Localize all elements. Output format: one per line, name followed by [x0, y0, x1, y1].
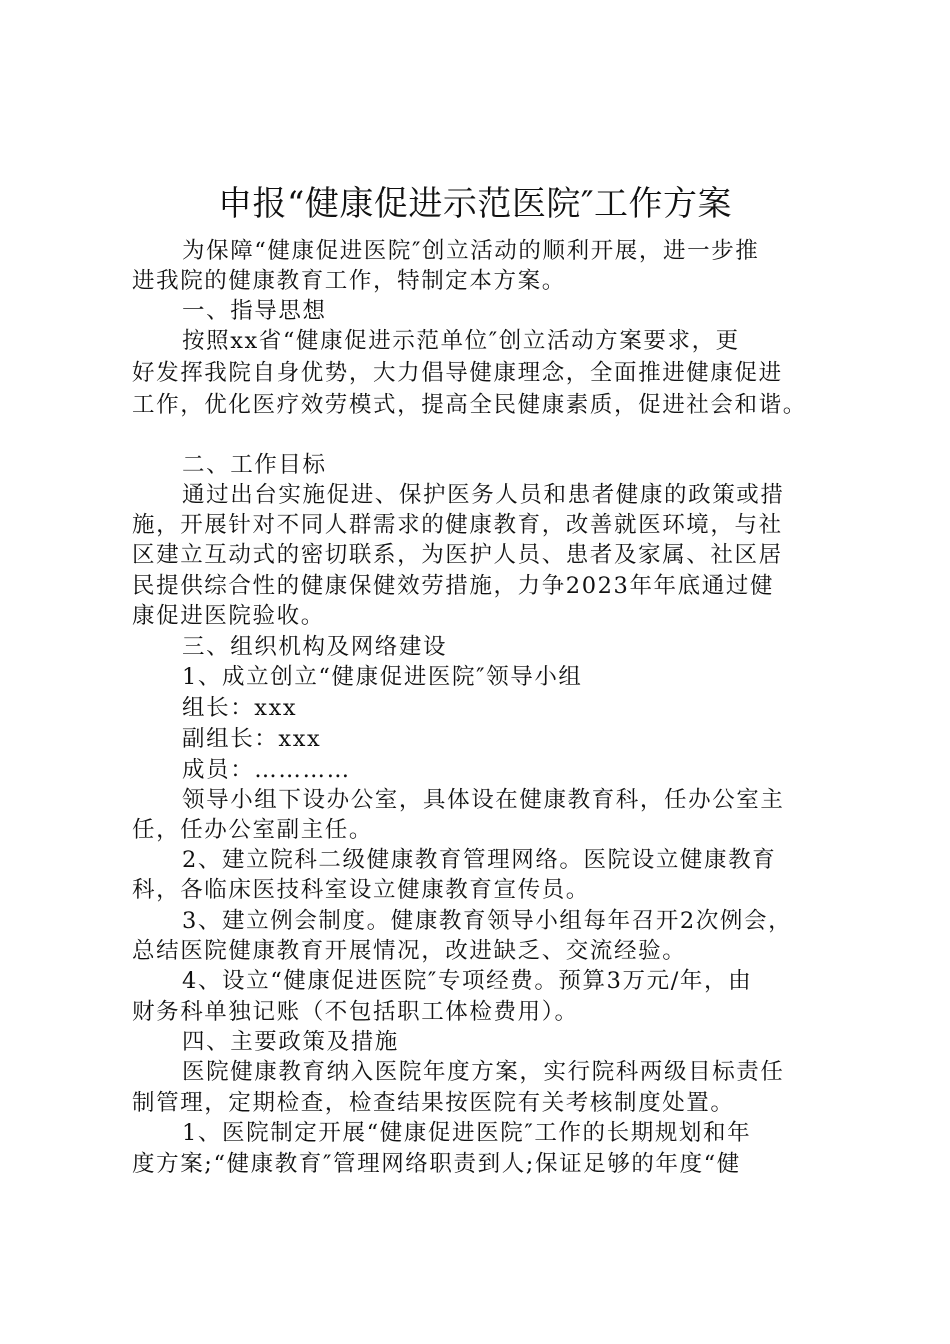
body-line: 度方案;“健康教育″管理网络职责到人;保证足够的年度“健 [132, 1151, 741, 1177]
body-line: 领导小组下设办公室，具体设在健康教育科，任办公室主 [182, 787, 785, 813]
body-line: 4、设立“健康促进医院″专项经费。预算3万元/年，由 [182, 968, 753, 994]
body-line: 副组长：xxx [182, 726, 322, 752]
section-heading: 三、组织机构及网络建设 [182, 634, 448, 660]
body-line: 康促进医院验收。 [132, 603, 325, 629]
document-title: 申报“健康促进示范医院″工作方案 [217, 184, 733, 224]
body-line: 按照xx省“健康促进示范单位″创立活动方案要求，更 [182, 328, 740, 354]
body-line: 组长：xxx [182, 695, 298, 721]
body-line: 制管理，定期检查，检查结果按医院有关考核制度处置。 [132, 1090, 735, 1116]
body-line: 2、建立院科二级健康教育管理网络。医院设立健康教育 [182, 847, 777, 873]
body-line: 进我院的健康教育工作，特制定本方案。 [132, 268, 566, 294]
body-line: 为保障“健康促进医院″创立活动的顺利开展，进一步推 [182, 238, 760, 264]
body-line: 1、成立创立“健康促进医院″领导小组 [182, 664, 583, 690]
body-line: 成员：………… [182, 757, 351, 783]
section-heading: 二、工作目标 [182, 452, 327, 478]
body-line: 1、医院制定开展“健康促进医院″工作的长期规划和年 [182, 1120, 752, 1146]
body-line: 科，各临床医技科室设立健康教育宣传员。 [132, 877, 590, 903]
body-line: 通过出台实施促进、保护医务人员和患者健康的政策或措 [182, 482, 785, 508]
body-line: 医院健康教育纳入医院年度方案，实行院科两级目标责任 [182, 1059, 785, 1085]
body-line: 好发挥我院自身优势，大力倡导健康理念，全面推进健康促进 [132, 360, 783, 386]
body-line: 任，任办公室副主任。 [132, 817, 374, 843]
section-heading: 四、主要政策及措施 [182, 1029, 399, 1055]
body-line: 财务科单独记账（不包括职工体检费用）。 [132, 999, 579, 1025]
body-line: 区建立互动式的密切联系，为医护人员、患者及家属、社区居 [132, 542, 783, 568]
body-line: 工作，优化医疗效劳模式，提高全民健康素质，促进社会和谐。 [132, 392, 807, 418]
body-line: 民提供综合性的健康保健效劳措施，力争2023年年底通过健 [132, 573, 775, 599]
body-line: 施，开展针对不同人群需求的健康教育，改善就医环境，与社 [132, 512, 783, 538]
body-line: 总结医院健康教育开展情况，改进缺乏、交流经验。 [132, 938, 687, 964]
body-line: 3、建立例会制度。健康教育领导小组每年召开2次例会， [182, 908, 793, 934]
section-heading: 一、指导思想 [182, 298, 327, 324]
